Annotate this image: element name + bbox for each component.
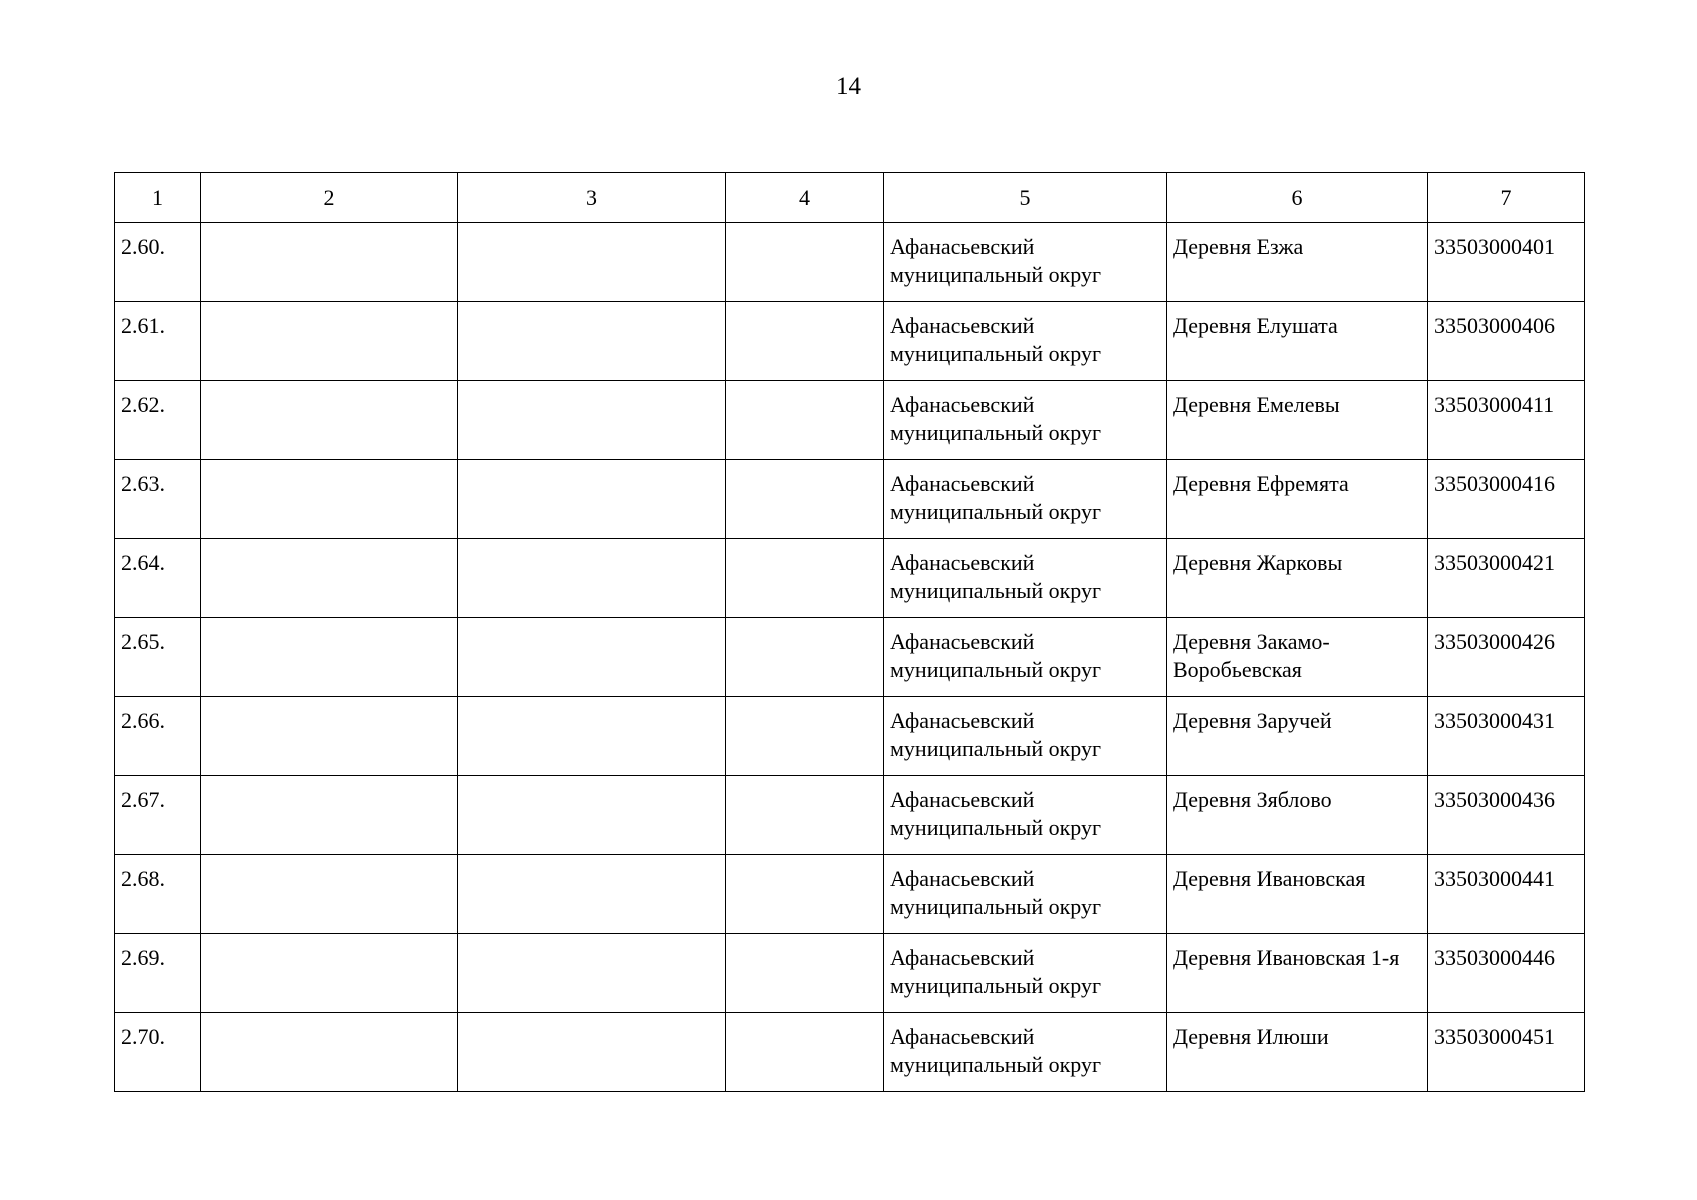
district-cell: Афанасьевский муниципальный округ	[884, 776, 1167, 855]
row-number: 2.64.	[115, 539, 201, 618]
cell-col-2	[201, 460, 458, 539]
row-number: 2.68.	[115, 855, 201, 934]
settlements-table	[114, 172, 1585, 1092]
settlement-cell: Деревня Закамо-Воробьевская	[1167, 618, 1428, 697]
district-cell: Афанасьевский муниципальный округ	[884, 302, 1167, 381]
cell-col-2	[201, 223, 458, 302]
cell-col-4	[726, 539, 884, 618]
settlement-cell: Деревня Илюши	[1167, 1013, 1428, 1092]
settlement-cell: Деревня Заручей	[1167, 697, 1428, 776]
cell-col-4	[726, 776, 884, 855]
cell-col-4	[726, 460, 884, 539]
district-cell: Афанасьевский муниципальный округ	[884, 539, 1167, 618]
code-cell: 33503000411	[1428, 381, 1585, 460]
cell-col-4	[726, 223, 884, 302]
cell-col-2	[201, 381, 458, 460]
header-cell-1: 1	[115, 173, 201, 223]
cell-col-3	[458, 934, 726, 1013]
district-cell: Афанасьевский муниципальный округ	[884, 223, 1167, 302]
row-number: 2.65.	[115, 618, 201, 697]
district-cell: Афанасьевский муниципальный округ	[884, 618, 1167, 697]
cell-col-3	[458, 697, 726, 776]
row-number: 2.62.	[115, 381, 201, 460]
cell-col-4	[726, 934, 884, 1013]
settlement-cell: Деревня Емелевы	[1167, 381, 1428, 460]
cell-col-3	[458, 460, 726, 539]
district-cell: Афанасьевский муниципальный округ	[884, 855, 1167, 934]
code-cell: 33503000426	[1428, 618, 1585, 697]
cell-col-2	[201, 776, 458, 855]
district-cell: Афанасьевский муниципальный округ	[884, 460, 1167, 539]
table-row	[115, 1013, 1585, 1092]
settlement-cell: Деревня Елушата	[1167, 302, 1428, 381]
district-cell: Афанасьевский муниципальный округ	[884, 934, 1167, 1013]
table-row	[115, 460, 1585, 539]
code-cell: 33503000431	[1428, 697, 1585, 776]
district-cell: Афанасьевский муниципальный округ	[884, 381, 1167, 460]
district-cell: Афанасьевский муниципальный округ	[884, 1013, 1167, 1092]
cell-col-3	[458, 539, 726, 618]
header-cell-4: 4	[726, 173, 884, 223]
header-cell-3: 3	[458, 173, 726, 223]
cell-col-2	[201, 618, 458, 697]
cell-col-3	[458, 223, 726, 302]
row-number: 2.67.	[115, 776, 201, 855]
settlement-cell: Деревня Жарковы	[1167, 539, 1428, 618]
code-cell: 33503000401	[1428, 223, 1585, 302]
cell-col-2	[201, 855, 458, 934]
row-number: 2.63.	[115, 460, 201, 539]
settlement-cell: Деревня Езжа	[1167, 223, 1428, 302]
row-number: 2.66.	[115, 697, 201, 776]
settlement-cell: Деревня Ефремята	[1167, 460, 1428, 539]
cell-col-2	[201, 302, 458, 381]
cell-col-4	[726, 855, 884, 934]
code-cell: 33503000416	[1428, 460, 1585, 539]
code-cell: 33503000446	[1428, 934, 1585, 1013]
row-number: 2.61.	[115, 302, 201, 381]
header-row	[115, 173, 1585, 223]
settlement-cell: Деревня Ивановская	[1167, 855, 1428, 934]
cell-col-3	[458, 855, 726, 934]
code-cell: 33503000441	[1428, 855, 1585, 934]
cell-col-4	[726, 381, 884, 460]
cell-col-3	[458, 776, 726, 855]
district-cell: Афанасьевский муниципальный округ	[884, 697, 1167, 776]
cell-col-2	[201, 697, 458, 776]
row-number: 2.60.	[115, 223, 201, 302]
table-row	[115, 934, 1585, 1013]
table-row	[115, 223, 1585, 302]
header-cell-2: 2	[201, 173, 458, 223]
cell-col-2	[201, 1013, 458, 1092]
code-cell: 33503000406	[1428, 302, 1585, 381]
code-cell: 33503000451	[1428, 1013, 1585, 1092]
cell-col-2	[201, 539, 458, 618]
table-row	[115, 539, 1585, 618]
table-row	[115, 776, 1585, 855]
table-row	[115, 697, 1585, 776]
code-cell: 33503000436	[1428, 776, 1585, 855]
cell-col-3	[458, 381, 726, 460]
header-cell-5: 5	[884, 173, 1167, 223]
cell-col-2	[201, 934, 458, 1013]
code-cell: 33503000421	[1428, 539, 1585, 618]
table-row	[115, 618, 1585, 697]
page-number: 14	[836, 73, 861, 100]
header-cell-7: 7	[1428, 173, 1585, 223]
cell-col-4	[726, 1013, 884, 1092]
cell-col-4	[726, 302, 884, 381]
row-number: 2.69.	[115, 934, 201, 1013]
table-row	[115, 302, 1585, 381]
table-row	[115, 381, 1585, 460]
settlement-cell: Деревня Зяблово	[1167, 776, 1428, 855]
cell-col-4	[726, 697, 884, 776]
header-cell-6: 6	[1167, 173, 1428, 223]
settlement-cell: Деревня Ивановская 1-я	[1167, 934, 1428, 1013]
cell-col-3	[458, 618, 726, 697]
table-row	[115, 855, 1585, 934]
cell-col-3	[458, 302, 726, 381]
row-number: 2.70.	[115, 1013, 201, 1092]
cell-col-3	[458, 1013, 726, 1092]
cell-col-4	[726, 618, 884, 697]
